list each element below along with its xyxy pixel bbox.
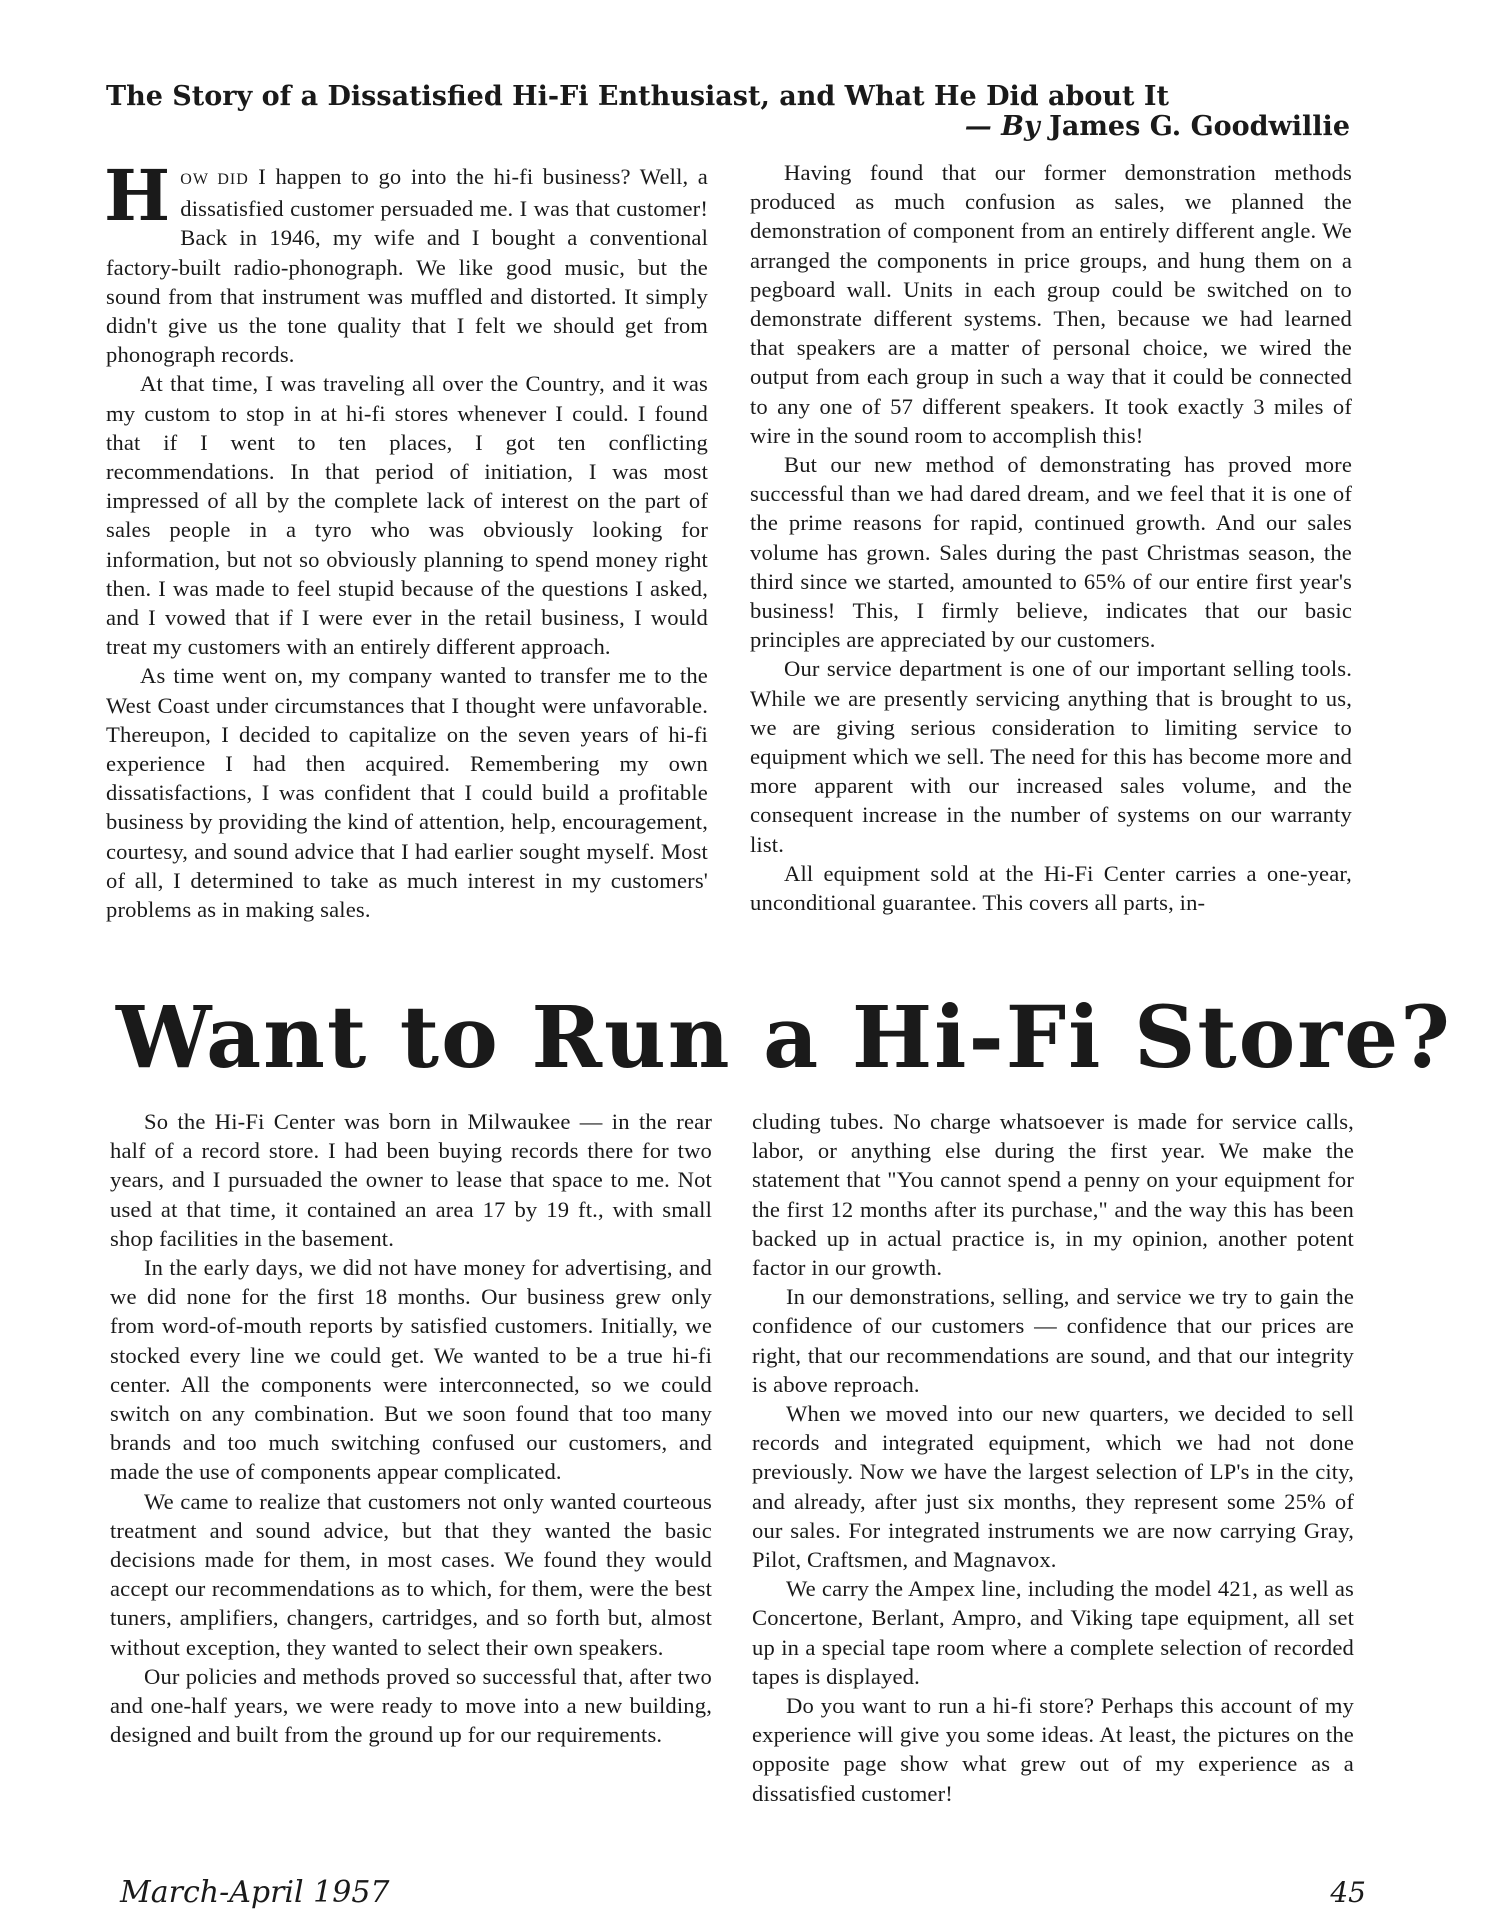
paragraph-text: I happen to go into the hi-fi business? Well, a dissatisfied customer persuaded me. I was that customer! Back in 1946, my wife and I bought a conventional factory-built radio-phonograph. We like good music, but the sound from that instrument was muffled and distorted. It simply didn't give us the tone quality that I felt we should get from phonograph records. — [106, 164, 708, 368]
paragraph: Our service department is one of our important selling tools. While we are presently servicing anything that is brought to us, we are giving serious consideration to limiting service to equipment which we sell. The need for this has become more and more apparent with our increased sales volume, and the consequent increase in the number of systems on our warranty list. — [750, 656, 1352, 857]
column-top-right — [750, 158, 1352, 917]
opening-smallcaps: OW DID — [180, 171, 249, 188]
column-top-left — [104, 154, 708, 924]
paragraph: In our demonstrations, selling, and service we try to gain the confidence of our customers — confidence that our prices are right, that our recommendations are sound, and that our integrity is above reproach. — [752, 1284, 1354, 1397]
paragraph: Our policies and methods proved so successful that, after two and one-half years, we were ready to move into a new building, designed and built from the ground up for our requirements. — [110, 1663, 712, 1748]
page-number: 45 — [1330, 1876, 1366, 1909]
paragraph: In the early days, we did not have money for advertising, and we did none for the first 18 months. Our business grew only from word-of-mouth reports by satisfied customers. Initially, we stocked every line we could get. We wanted to be a true hi-fi center. All the components were interconnected, so we could switch on any combination. But we soon found that too many brands and too much switching confused our customers, and made the use of components appear complicated. — [110, 1255, 712, 1485]
paragraph: But our new method of demonstrating has proved more successful than we had dared dream, and we feel that it is one of the prime reasons for rapid, continued growth. And our sales volume has grown. Sales during the past Christmas season, the third since we started, amounted to 65% of our entire first year's business! This, I firmly believe, indicates that our basic principles are appreciated by our customers. — [750, 452, 1352, 653]
column-bottom-right — [752, 1107, 1354, 1808]
paragraph: We came to realize that customers not only wanted courteous treatment and sound advice, but that they wanted the basic decisions made for them, in most cases. We found they would accept our recommendations as to which, for them, were the best tuners, amplifiers, changers, cartridges, and so forth but, almost without exception, they wanted to select their own speakers. — [110, 1488, 712, 1660]
paragraph: cluding tubes. No charge whatsoever is made for service calls, labor, or anything else during the first year. We make the statement that "You cannot spend a penny on your equipment for the first 12 months after its purchase," and the way this has been backed up in actual practice is, in my opinion, another potent factor in our growth. — [752, 1109, 1354, 1281]
paragraph — [104, 154, 708, 369]
article-headline: Want to Run a Hi-Fi Store? — [116, 988, 1452, 1088]
issue-date: March-April 1957 — [120, 1875, 390, 1910]
paragraph: Do you want to run a hi-fi store? Perhaps this account of my experience will give you some ideas. At least, the pictures on the opposite page show what grew out of my experience as a dissatisfied customer! — [752, 1693, 1354, 1806]
drop-cap: H — [104, 154, 171, 237]
paragraph: Having found that our former demonstration methods produced as much confusion as sales, we planned the demonstration of component from an entirely different angle. We arranged the components in price groups, and hung them on a pegboard wall. Units in each group could be switched on to demonstrate different systems. Then, because we had learned that speakers are a matter of personal choice, we wired the output from each group in such a way that it could be connected to any one of 57 different speakers. It took exactly 3 miles of wire in the sound room to accomplish this! — [750, 160, 1352, 448]
author-name: James G. Goodwillie — [1049, 111, 1350, 142]
byline — [965, 110, 1350, 144]
paragraph: So the Hi-Fi Center was born in Milwaukee — in the rear half of a record store. I had been buying records there for two years, and I pursuaded the owner to lease that space to me. Not used at that time, it contained an area 17 by 19 ft., with small shop facilities in the basement. — [110, 1109, 712, 1251]
article-kicker: The Story of a Dissatisfied Hi-Fi Enthusiast, and What He Did about It — [106, 81, 1170, 112]
paragraph: At that time, I was traveling all over the Country, and it was my custom to stop in at hi-fi stores whenever I could. I found that if I went to ten places, I got ten conflicting recommendations. In that period of initiation, I was most impressed of all by the complete lack of interest on the part of sales people in a tyro who was obviously looking for information, but not so obviously planning to spend money right then. I was made to feel stupid because of the questions I asked, and I vowed that if I were ever in the retail business, I would treat my customers with an entirely different approach. — [106, 371, 708, 660]
paragraph: We carry the Ampex line, including the model 421, as well as Concertone, Berlant, Ampro, and Viking tape equipment, all set up in a special tape room where a complete selection of recorded tapes is displayed. — [752, 1576, 1354, 1689]
paragraph: As time went on, my company wanted to transfer me to the West Coast under circumstances that I thought were unfavorable. Thereupon, I decided to capitalize on the seven years of hi-fi experience I had then acquired. Remembering my own dissatisfactions, I was confident that I could build a profitable business by providing the kind of attention, help, encouragement, courtesy, and sound advice that I had earlier sought myself. Most of all, I determined to take as much interest in my customers' problems as in making sales. — [106, 663, 708, 923]
paragraph: When we moved into our new quarters, we decided to sell records and integrated equipment, which we had not done previously. Now we have the largest selection of LP's in the city, and already, after just six months, they represent some 25% of our sales. For integrated instruments we are now carrying Gray, Pilot, Craftsmen, and Magnavox. — [752, 1401, 1354, 1573]
column-bottom-left — [110, 1107, 712, 1749]
byline-prefix: — By — [964, 111, 1040, 142]
paragraph: All equipment sold at the Hi-Fi Center carries a one-year, unconditional guarantee. This covers all parts, in- — [750, 860, 1352, 916]
